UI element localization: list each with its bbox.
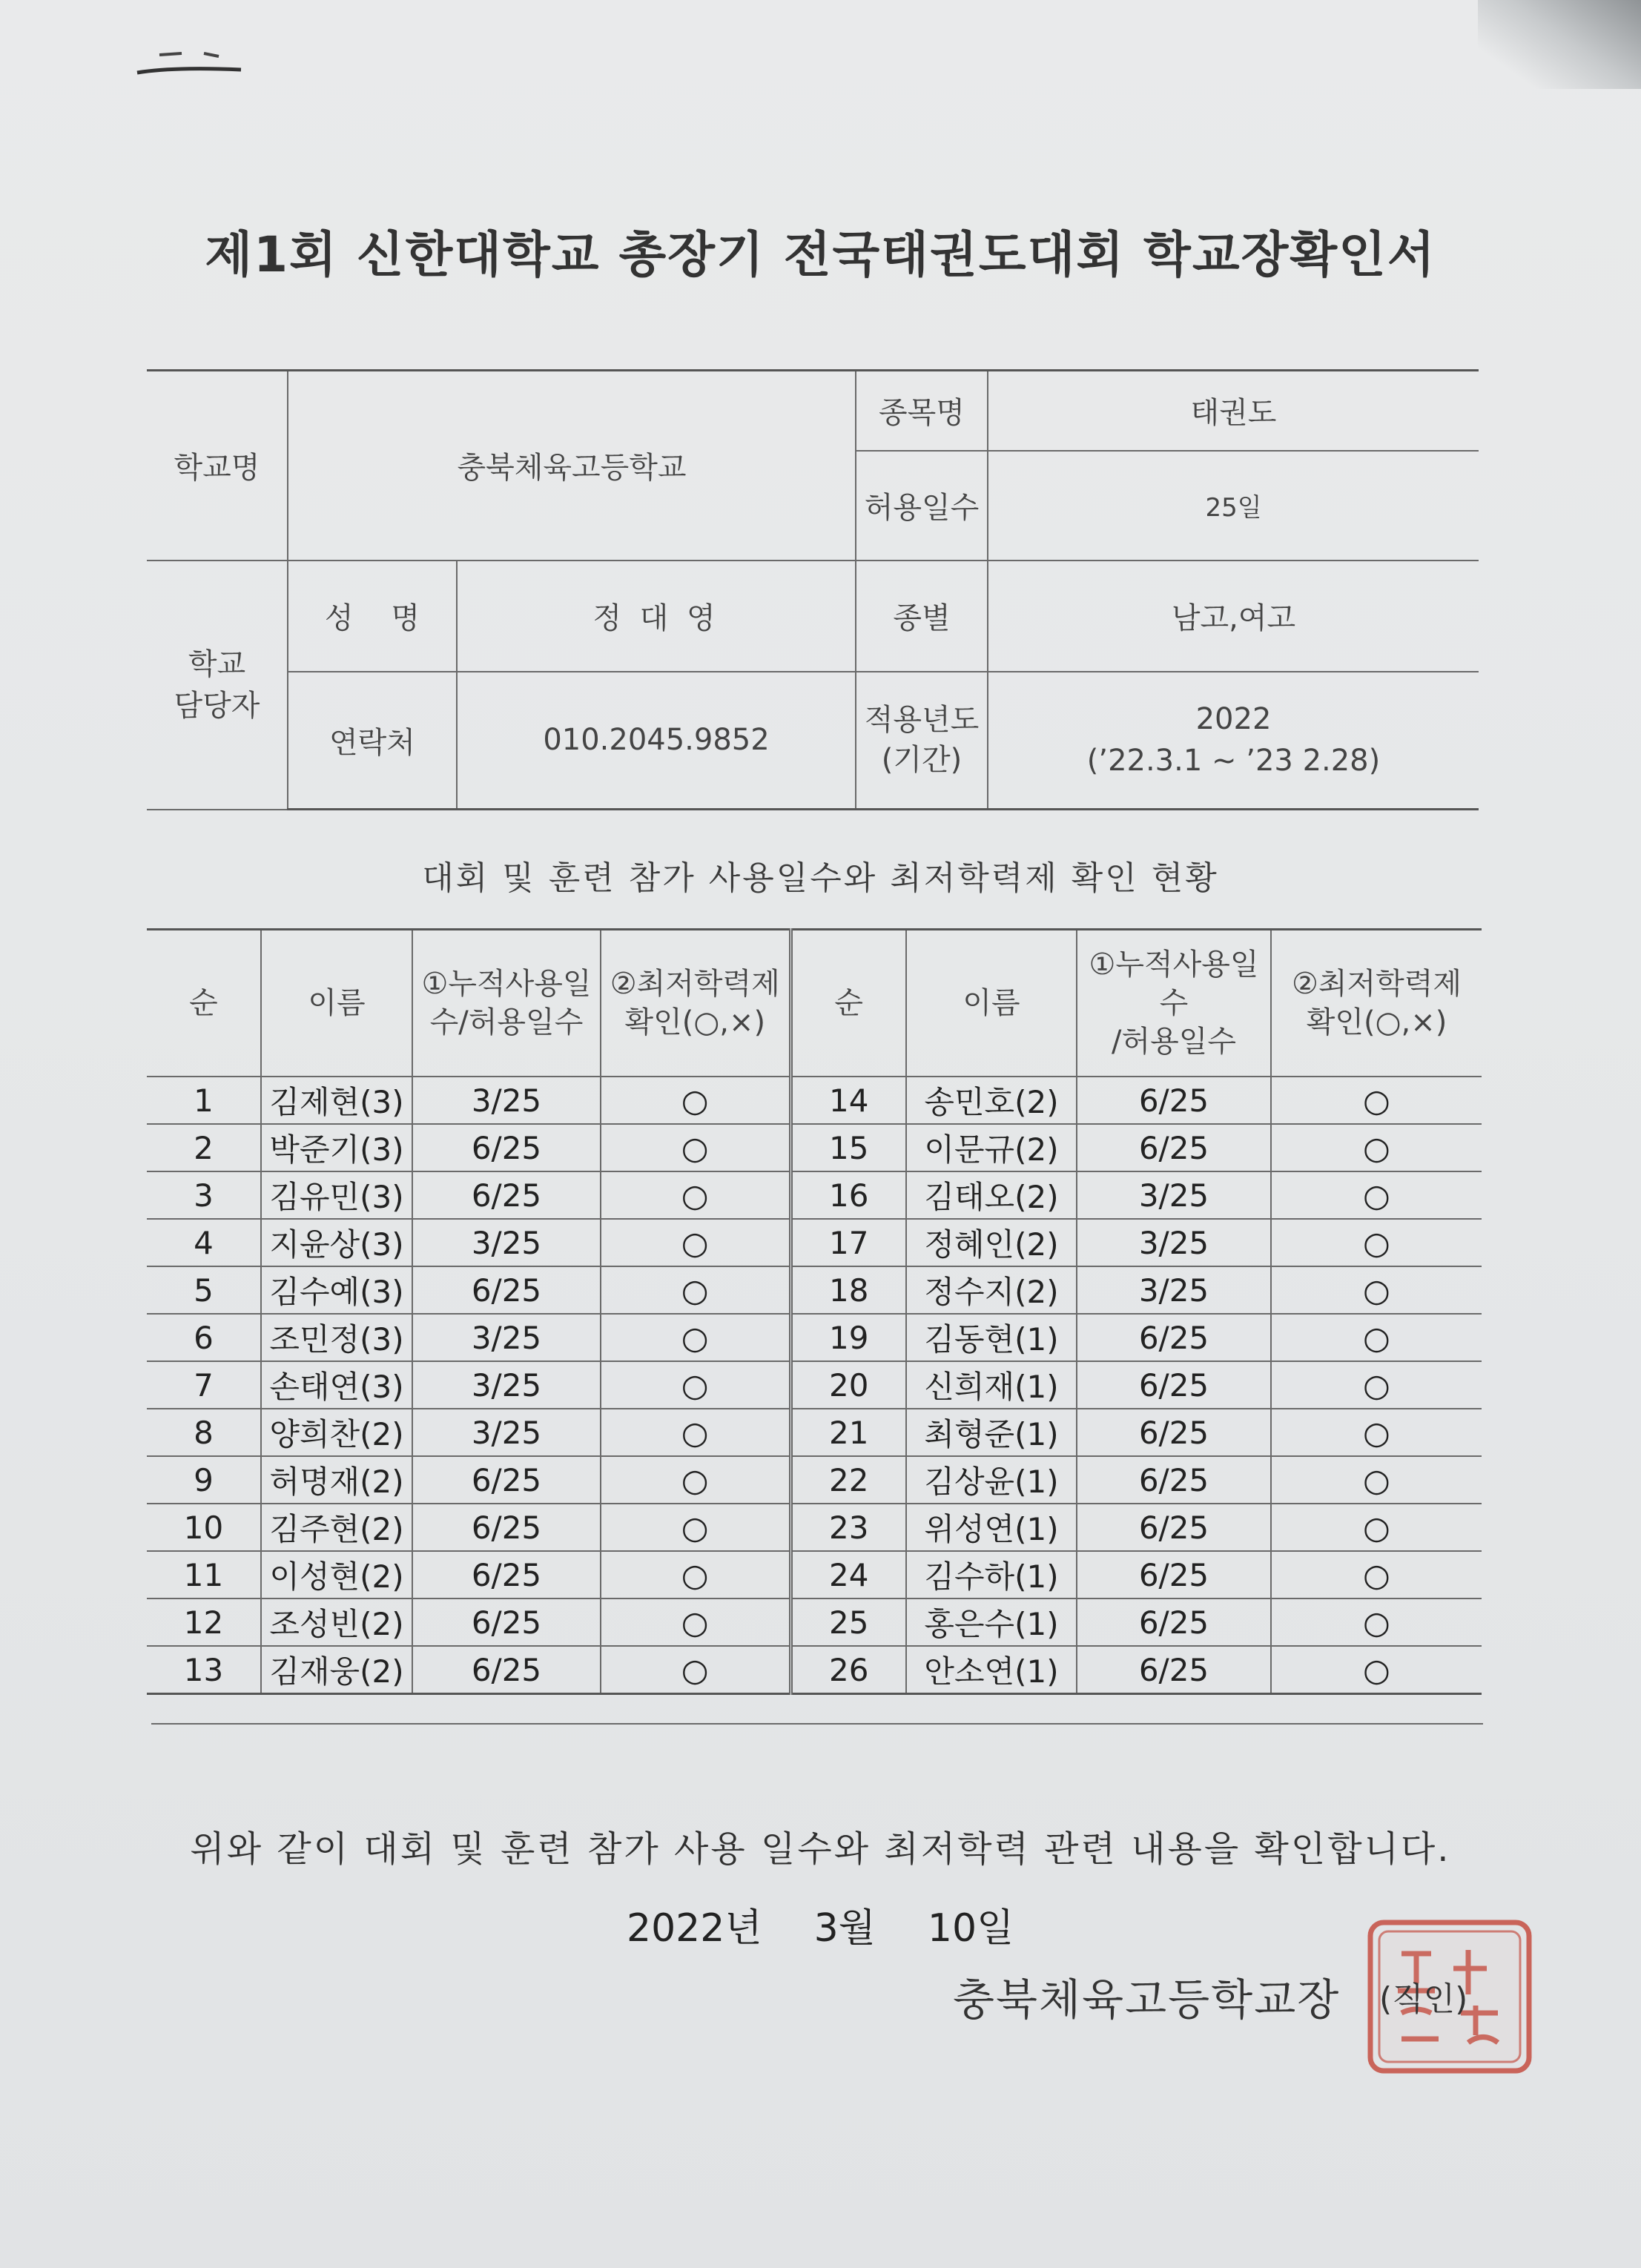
row-check [1271,1409,1482,1456]
row-used-days: 6/25 [1077,1361,1271,1409]
row-used-days: 6/25 [412,1124,601,1171]
row-check [601,1077,790,1124]
row-name: 조성빈(2) [261,1598,412,1646]
table-row [147,1456,1482,1504]
row-name: 손태연(3) [261,1361,412,1409]
row-used-days: 6/25 [1077,1314,1271,1361]
check-circle-icon: ○ [681,1366,709,1404]
row-no: 4 [147,1219,261,1266]
row-name: 박준기(3) [261,1124,412,1171]
table-row [147,1551,1482,1598]
row-check [1271,1456,1482,1504]
table-row [147,1124,1482,1171]
date-year: 2022년 [627,1906,762,1951]
event-value: 태권도 [988,371,1479,451]
row-name: 김제현(3) [261,1077,412,1124]
row-name: 정수지(2) [906,1266,1077,1314]
contact-label: 연락처 [288,672,457,810]
row-used-days: 6/25 [1077,1456,1271,1504]
check-circle-icon: ○ [681,1651,709,1688]
row-used-days: 6/25 [412,1171,601,1219]
header-check-left: ②최저학력제 확인(○,×) [601,930,790,1077]
row-no: 15 [790,1124,906,1171]
check-circle-icon: ○ [1363,1556,1390,1593]
header-no-left: 순 [147,930,261,1077]
check-circle-icon: ○ [681,1082,709,1119]
row-check [1271,1077,1482,1124]
row-check [601,1124,790,1171]
check-circle-icon: ○ [681,1556,709,1593]
row-used-days: 3/25 [1077,1266,1271,1314]
check-circle-icon: ○ [681,1509,709,1546]
principal-title: 충북체육고등학교장 [953,1974,1341,2025]
row-check [1271,1598,1482,1646]
row-check [1271,1171,1482,1219]
row-name: 신희재(1) [906,1361,1077,1409]
row-name: 최형준(1) [906,1409,1077,1456]
allowed-days-value: 25일 [988,451,1479,561]
check-circle-icon: ○ [681,1224,709,1261]
row-used-days: 6/25 [412,1646,601,1694]
manager-label: 학교 담당자 [147,561,288,810]
row-check [1271,1551,1482,1598]
row-used-days: 3/25 [1077,1171,1271,1219]
row-check [601,1171,790,1219]
row-no: 20 [790,1361,906,1409]
check-circle-icon: ○ [681,1604,709,1641]
row-used-days: 6/25 [412,1456,601,1504]
row-name: 허명재(2) [261,1456,412,1504]
row-used-days: 6/25 [412,1266,601,1314]
row-no: 2 [147,1124,261,1171]
table-row [147,1171,1482,1219]
check-circle-icon: ○ [681,1461,709,1498]
header-used-left: ①누적사용일 수/허용일수 [412,930,601,1077]
row-name: 김태오(2) [906,1171,1077,1219]
roster-subtitle: 대회 및 훈련 참가 사용일수와 최저학력제 확인 현황 [422,859,1219,897]
row-check [1271,1314,1482,1361]
check-circle-icon: ○ [1363,1082,1390,1119]
row-no: 14 [790,1077,906,1124]
row-used-days: 3/25 [412,1219,601,1266]
table-row [147,1314,1482,1361]
row-used-days: 3/25 [412,1314,601,1361]
row-used-days: 6/25 [1077,1646,1271,1694]
row-check [601,1598,790,1646]
page-corner-shadow [1478,0,1641,89]
row-name: 김수하(1) [906,1551,1077,1598]
check-circle-icon: ○ [1363,1272,1390,1309]
check-circle-icon: ○ [681,1272,709,1309]
row-name: 김재웅(2) [261,1646,412,1694]
date-month: 3월 [813,1906,876,1951]
date-day: 10일 [927,1906,1014,1951]
check-circle-icon: ○ [1363,1414,1390,1451]
row-no: 16 [790,1171,906,1219]
row-no: 3 [147,1171,261,1219]
header-name-right: 이름 [906,930,1077,1077]
row-no: 8 [147,1409,261,1456]
check-circle-icon: ○ [1363,1604,1390,1641]
row-no: 12 [147,1598,261,1646]
allowed-days-label: 허용일수 [856,451,988,561]
row-used-days: 6/25 [1077,1551,1271,1598]
row-check [601,1456,790,1504]
row-check [601,1551,790,1598]
year-cell [988,672,1479,810]
check-circle-icon: ○ [1363,1129,1390,1166]
table-row [147,1266,1482,1314]
table-row [147,1409,1482,1456]
name-value: 정 대 영 [457,561,856,672]
header-no-right: 순 [790,930,906,1077]
row-no: 26 [790,1646,906,1694]
row-check [601,1504,790,1551]
row-name: 양희찬(2) [261,1409,412,1456]
row-name: 조민정(3) [261,1314,412,1361]
row-no: 1 [147,1077,261,1124]
row-check [1271,1124,1482,1171]
row-used-days: 3/25 [412,1409,601,1456]
period-value: (’22.3.1 ~ ’23 2.28) [1086,744,1381,778]
roster-table [147,928,1482,1695]
row-check [601,1646,790,1694]
row-no: 25 [790,1598,906,1646]
row-used-days: 6/25 [1077,1598,1271,1646]
row-name: 이문규(2) [906,1124,1077,1171]
row-no: 13 [147,1646,261,1694]
row-no: 18 [790,1266,906,1314]
row-no: 7 [147,1361,261,1409]
table-row [147,1504,1482,1551]
row-name: 안소연(1) [906,1646,1077,1694]
event-label: 종목명 [856,371,988,451]
check-circle-icon: ○ [1363,1461,1390,1498]
row-used-days: 6/25 [412,1504,601,1551]
check-circle-icon: ○ [681,1414,709,1451]
check-circle-icon: ○ [681,1177,709,1214]
row-check [601,1314,790,1361]
row-name: 홍은수(1) [906,1598,1077,1646]
row-no: 10 [147,1504,261,1551]
row-name: 지윤상(3) [261,1219,412,1266]
category-label: 종별 [856,561,988,672]
row-used-days: 6/25 [412,1598,601,1646]
roster-body [147,1077,1482,1694]
document-title: 제1회 신한대학교 총장기 전국태권도대회 학교장확인서 [205,226,1436,283]
row-used-days: 3/25 [412,1077,601,1124]
row-check [1271,1361,1482,1409]
row-no: 21 [790,1409,906,1456]
row-no: 6 [147,1314,261,1361]
row-check [1271,1646,1482,1694]
row-name: 정혜인(2) [906,1219,1077,1266]
row-name: 위성연(1) [906,1504,1077,1551]
row-check [601,1266,790,1314]
seal-note: (직인) [1379,1980,1468,2018]
check-circle-icon: ○ [1363,1509,1390,1546]
table-row [147,1077,1482,1124]
header-check-right: ②최저학력제 확인(○,×) [1271,930,1482,1077]
table-row [147,1646,1482,1694]
row-check [601,1219,790,1266]
row-check [1271,1266,1482,1314]
check-circle-icon: ○ [1363,1319,1390,1356]
confirmation-text: 위와 같이 대회 및 훈련 참가 사용 일수와 최저학력 관련 내용을 확인합니다. [190,1828,1451,1870]
check-circle-icon: ○ [1363,1651,1390,1688]
row-no: 23 [790,1504,906,1551]
row-name: 송민호(2) [906,1077,1077,1124]
row-used-days: 6/25 [1077,1124,1271,1171]
row-check [1271,1504,1482,1551]
pen-mark-icon [130,44,248,82]
school-info-table [147,369,1479,810]
row-no: 9 [147,1456,261,1504]
table-row [147,1598,1482,1646]
year-label: 적용년도 (기간) [856,672,988,810]
table-row [147,1361,1482,1409]
table-row [147,1219,1482,1266]
row-name: 김수예(3) [261,1266,412,1314]
header-name-left: 이름 [261,930,412,1077]
row-name: 김주현(2) [261,1504,412,1551]
row-name: 김유민(3) [261,1171,412,1219]
header-used-right: ①누적사용일수 /허용일수 [1077,930,1271,1077]
row-name: 김상윤(1) [906,1456,1077,1504]
issue-date [627,1897,1066,1952]
school-name-label: 학교명 [147,371,288,561]
check-circle-icon: ○ [1363,1177,1390,1214]
row-no: 17 [790,1219,906,1266]
row-name: 김동현(1) [906,1314,1077,1361]
row-used-days: 6/25 [1077,1504,1271,1551]
row-no: 22 [790,1456,906,1504]
row-no: 24 [790,1551,906,1598]
footer-rule [151,1723,1483,1725]
check-circle-icon: ○ [1363,1224,1390,1261]
name-label: 성 명 [288,561,457,672]
row-no: 5 [147,1266,261,1314]
row-used-days: 6/25 [412,1551,601,1598]
row-no: 19 [790,1314,906,1361]
row-used-days: 6/25 [1077,1077,1271,1124]
row-used-days: 3/25 [1077,1219,1271,1266]
row-check [1271,1219,1482,1266]
row-no: 11 [147,1551,261,1598]
row-used-days: 3/25 [412,1361,601,1409]
school-name-value: 충북체육고등학교 [288,371,856,561]
row-check [601,1409,790,1456]
check-circle-icon: ○ [681,1319,709,1356]
year-value: 2022 [1195,702,1272,737]
category-value: 남고,여고 [988,561,1479,672]
row-used-days: 6/25 [1077,1409,1271,1456]
contact-value: 010.2045.9852 [457,672,856,810]
row-check [601,1361,790,1409]
check-circle-icon: ○ [681,1129,709,1166]
check-circle-icon: ○ [1363,1366,1390,1404]
row-name: 이성현(2) [261,1551,412,1598]
